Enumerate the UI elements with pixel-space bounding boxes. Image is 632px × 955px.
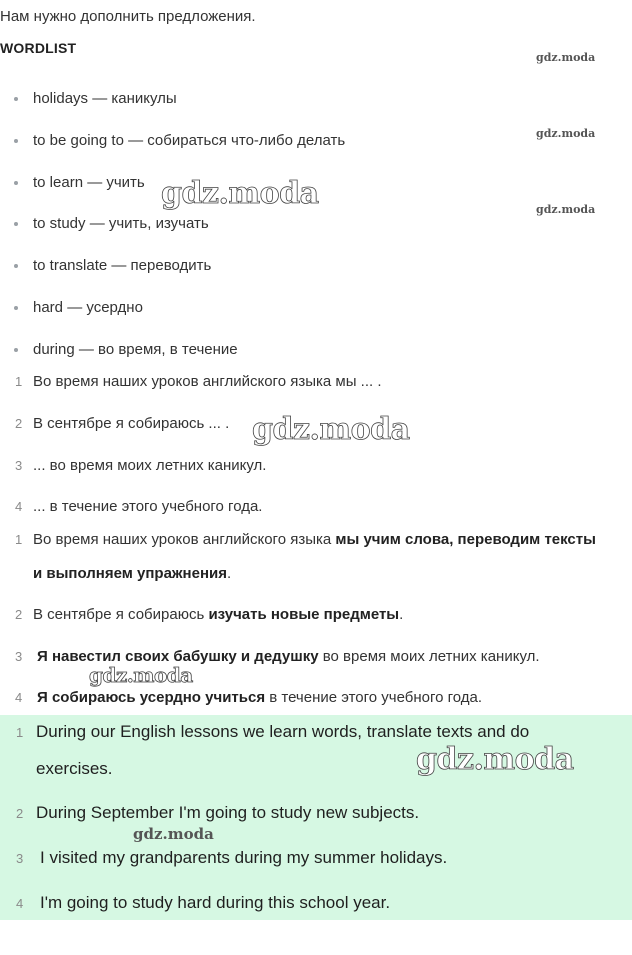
watermark: gdz.moda xyxy=(161,176,319,211)
bullet-icon xyxy=(14,181,18,185)
watermark: gdz.moda xyxy=(536,51,596,64)
watermark: gdz.moda xyxy=(252,412,410,447)
bullet-icon xyxy=(14,139,18,143)
watermark: gdz.moda xyxy=(416,742,574,777)
watermark: gdz.moda xyxy=(536,203,596,216)
wordlist-item: to be going to — собираться что-либо делать xyxy=(14,132,345,149)
watermark: gdz.moda xyxy=(536,127,596,140)
wordlist-item: during — во время, в течение xyxy=(14,341,238,358)
bullet-icon xyxy=(14,97,18,101)
bullet-icon xyxy=(14,264,18,268)
bullet-icon xyxy=(14,348,18,352)
wordlist-item: hard — усердно xyxy=(14,299,143,316)
wordlist-item: holidays — каникулы xyxy=(14,90,177,107)
bullet-icon xyxy=(14,306,18,310)
watermark: gdz.moda xyxy=(133,825,214,843)
wordlist-heading: WORDLIST xyxy=(0,40,77,56)
intro-text: Нам нужно дополнить предложения. xyxy=(0,8,256,25)
wordlist-item: to study — учить, изучать xyxy=(14,215,209,232)
watermark: gdz.moda xyxy=(89,663,193,687)
bullet-icon xyxy=(14,222,18,226)
wordlist-item: to learn — учить xyxy=(14,174,145,191)
wordlist-item: to translate — переводить xyxy=(14,257,211,274)
